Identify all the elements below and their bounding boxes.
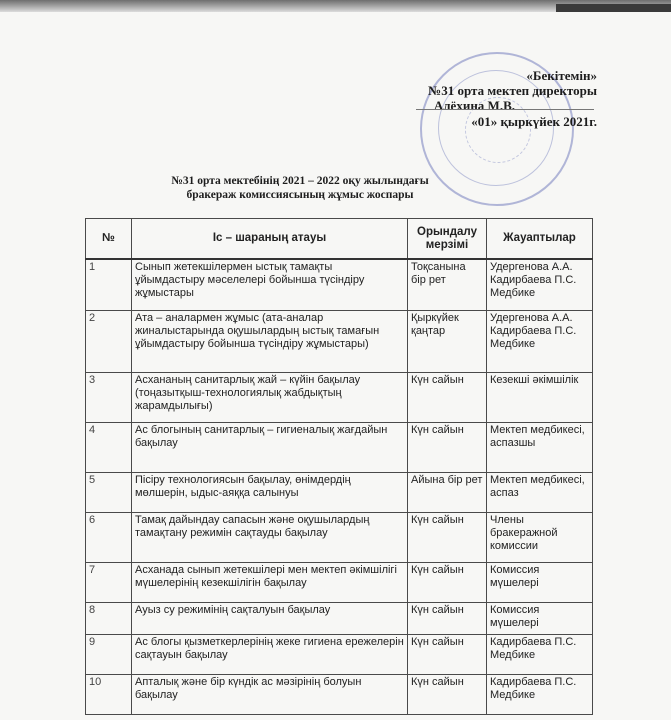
row-deadline: Тоқсанына бір рет (408, 259, 487, 310)
table-row (86, 602, 593, 634)
table-row (86, 422, 593, 472)
row-number: 9 (86, 634, 132, 674)
row-deadline: Күн сайын (408, 562, 487, 602)
row-responsible: Удергенова А.А. Кадирбаева П.С. Медбике (487, 310, 593, 372)
approval-heading: «Бекітемін» (526, 68, 597, 83)
row-number: 4 (86, 422, 132, 472)
header-responsible: Жауаптылар (487, 219, 593, 260)
row-activity: Пісіру технологиясын бақылау, өнімдердің мөлшерін, ыдыс-аяққа салынуы (132, 472, 408, 512)
row-responsible: Мектеп медбикесі, аспазшы (487, 422, 593, 472)
row-responsible: Мектеп медбикесі, аспаз (487, 472, 593, 512)
table-row (86, 634, 593, 674)
row-activity: Сынып жетекшілермен ыстық тамақты ұйымдастыру мәселелері бойынша түсіндіру жұмыстары (132, 259, 408, 310)
row-activity: Апталық және бір күндік ас мәзірінің болуын бақылау (132, 674, 408, 714)
table-row (86, 310, 593, 372)
title-line-2: бракераж комиссиясының жұмыс жоспары (186, 189, 414, 201)
approval-position: №31 орта мектеп директоры (428, 83, 597, 98)
table-row (86, 512, 593, 562)
title-line-1: №31 орта мектебінің 2021 – 2022 оқу жылындағы (171, 175, 429, 187)
row-number: 1 (86, 259, 132, 310)
row-number: 8 (86, 602, 132, 634)
header-number: № (86, 219, 132, 260)
row-deadline: Күн сайын (408, 422, 487, 472)
document-title (170, 174, 430, 202)
row-number: 3 (86, 372, 132, 422)
row-responsible: Комиссия мүшелері (487, 562, 593, 602)
table-row (86, 472, 593, 512)
row-deadline: Күн сайын (408, 372, 487, 422)
approval-block (428, 68, 597, 129)
row-activity: Ауыз су режимінің сақталуын бақылау (132, 602, 408, 634)
row-activity: Ас блогы қызметкерлерінің жеке гигиена ережелерін сақтауын бақылау (132, 634, 408, 674)
row-activity: Ата – аналармен жұмыс (ата-аналар жиналыстарында оқушылардың ыстық тамағын ұйымдастыру бойынша түсіндіру жұмыстары) (132, 310, 408, 372)
row-deadline: Қыркүйек қаңтар (408, 310, 487, 372)
header-deadline: Орындалу мерзімі (408, 219, 487, 260)
row-number: 2 (86, 310, 132, 372)
signature-line (416, 109, 594, 110)
row-responsible: Члены бракеражной комиссии (487, 512, 593, 562)
scan-edge-shadow (556, 4, 671, 12)
table-header-row (86, 219, 593, 260)
row-deadline: Күн сайын (408, 674, 487, 714)
row-activity: Ас блогының санитарлық – гигиеналық жағдайын бақылау (132, 422, 408, 472)
row-number: 10 (86, 674, 132, 714)
row-activity: Асханада сынып жетекшілері мен мектеп әкімшілігі мүшелерінің кезекшілігін бақылау (132, 562, 408, 602)
row-number: 5 (86, 472, 132, 512)
row-number: 7 (86, 562, 132, 602)
header-activity: Іс – шараның атауы (132, 219, 408, 260)
table-row (86, 674, 593, 714)
table-row (86, 372, 593, 422)
table-row (86, 562, 593, 602)
row-deadline: Күн сайын (408, 512, 487, 562)
row-activity: Тамақ дайындау сапасын және оқушылардың тамақтану режимін сақтауды бақылау (132, 512, 408, 562)
row-responsible: Кадирбаева П.С. Медбике (487, 674, 593, 714)
approval-director-name: Алёхина М.В. (433, 98, 515, 113)
row-responsible: Кадирбаева П.С. Медбике (487, 634, 593, 674)
row-deadline: Айына бір рет (408, 472, 487, 512)
row-deadline: Күн сайын (408, 602, 487, 634)
row-responsible: Комиссия мүшелері (487, 602, 593, 634)
approval-date: «01» қыркүйек 2021г. (471, 114, 597, 129)
row-deadline: Күн сайын (408, 634, 487, 674)
row-responsible: Удергенова А.А. Кадирбаева П.С. Медбике (487, 259, 593, 310)
row-number: 6 (86, 512, 132, 562)
row-responsible: Кезекші әкімшілік (487, 372, 593, 422)
row-activity: Асхананың санитарлық жай – күйін бақылау (тоңазытқыш-технологиялық жабдықтың жарамдылығы) (132, 372, 408, 422)
table-row (86, 259, 593, 310)
work-plan-table (85, 218, 593, 715)
